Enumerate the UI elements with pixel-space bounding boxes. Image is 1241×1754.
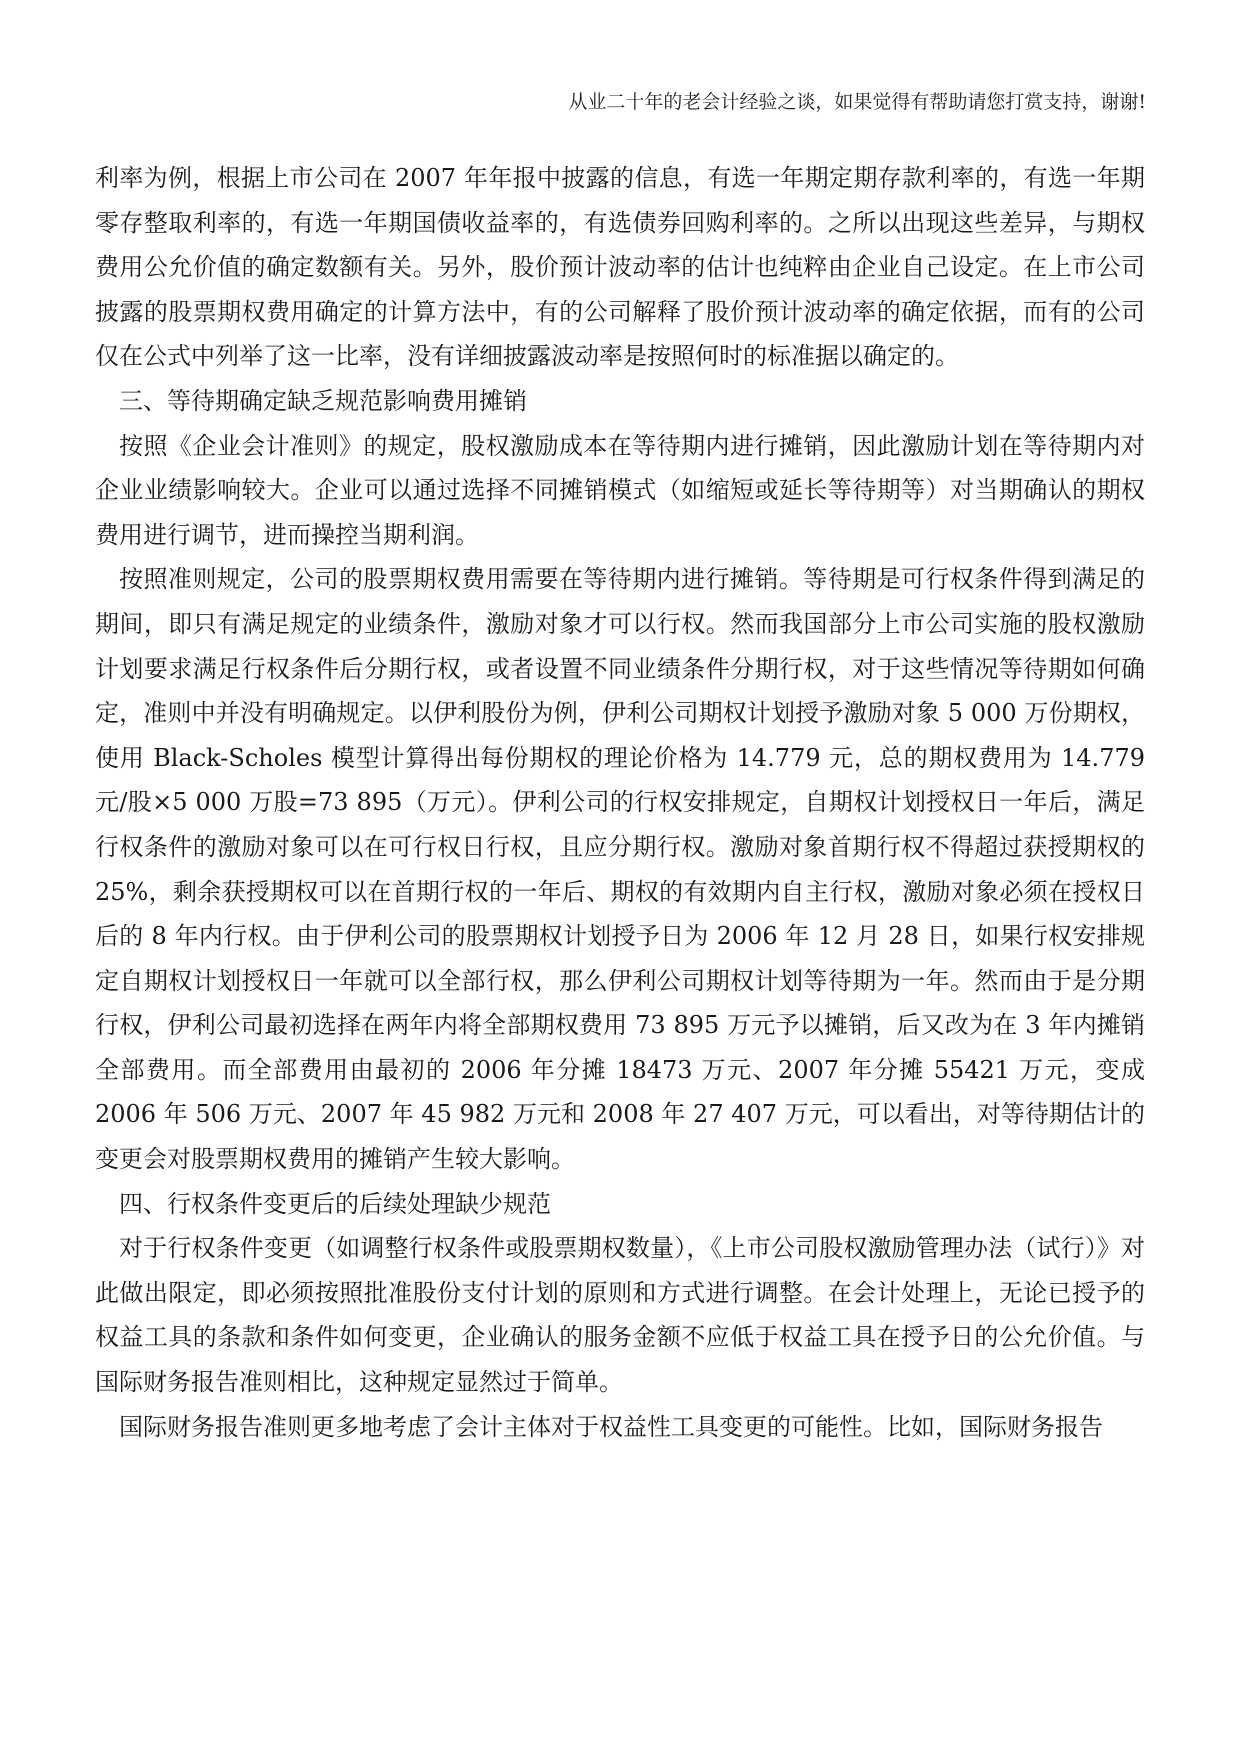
paragraph: 对于行权条件变更（如调整行权条件或股票期权数量），《上市公司股权激励管理办法（试行）》对此做出限定，即必须按照批准股份支付计划的原则和方式进行调整。在会计处理上，无论已授予的权益工具的条款和条件如何变更，企业确认的服务金额不应低于权益工具在授予日的公允价值。与国际财务报告准则相比，这种规定显然过于简单。 xyxy=(95,1234,1145,1397)
paragraph-continued: 利率为例，根据上市公司在 2007 年年报中披露的信息，有选一年期定期存款利率的，有选一年期零存整取利率的，有选一年期国债收益率的，有选债券回购利率的。之所以出现这些差异，与期权费用公允价值的确定数额有关。另外，股价预计波动率的估计也纯粹由企业自己设定。在上市公司披露的股票期权费用确定的计算方法中，有的公司解释了股价预计波动率的确定依据，而有的公司仅在公式中列举了这一比率，没有详细披露波动率是按照何时的标准据以确定的。 xyxy=(95,164,1145,371)
body-text xyxy=(95,156,1145,1449)
paragraph: 国际财务报告准则更多地考虑了会计主体对于权益性工具变更的可能性。比如，国际财务报告 xyxy=(119,1412,1103,1441)
paragraph: 按照准则规定，公司的股票期权费用需要在等待期内进行摊销。等待期是可行权条件得到满足的期间，即只有满足规定的业绩条件，激励对象才可以行权。然而我国部分上市公司实施的股权激励计划要求满足行权条件后分期行权，或者设置不同业绩条件分期行权，对于这些情况等待期如何确定，准则中并没有明确规定。以伊利股份为例，伊利公司期权计划授予激励对象 5 000 万份期权，使用 Black-Scholes 模型计算得出每份期权的理论价格为 14.779 元，总的期权费用为 14.779 元/股×5 000 万股=73 895（万元）。伊利公司的行权安排规定，自期权计划授权日一年后，满足行权条件的激励对象可以在可行权日行权，且应分期行权。激励对象首期行权不得超过获授期权的 25%，剩余获授期权可以在首期行权的一年后、期权的有效期内自主行权，激励对象必须在授权日后的 8 年内行权。由于伊利公司的股票期权计划授予日为 2006 年 12 月 28 日，如果行权安排规定自期权计划授权日一年就可以全部行权，那么伊利公司期权计划等待期为一年。然而由于是分期行权，伊利公司最初选择在两年内将全部期权费用 73 895 万元予以摊销，后又改为在 3 年内摊销全部费用。而全部费用由最初的 2006 年分摊 18473 万元、2007 年分摊 55421 万元，变成 2006 年 506 万元、2007 年 45 982 万元和 2008 年 27 407 万元，可以看出，对等待期估计的变更会对股票期权费用的摊销产生较大影响。 xyxy=(95,565,1145,1174)
section-heading-3: 三、等待期确定缺乏规范影响费用摊销 xyxy=(119,386,527,415)
header-note: 从业二十年的老会计经验之谈，如果觉得有帮助请您打赏支持，谢谢! xyxy=(568,91,1146,113)
section-heading-4: 四、行权条件变更后的后续处理缺少规范 xyxy=(119,1189,551,1218)
paragraph: 按照《企业会计准则》的规定，股权激励成本在等待期内进行摊销，因此激励计划在等待期内对企业业绩影响较大。企业可以通过选择不同摊销模式（如缩短或延长等待期等）对当期确认的期权费用进行调节，进而操控当期利润。 xyxy=(95,431,1145,549)
